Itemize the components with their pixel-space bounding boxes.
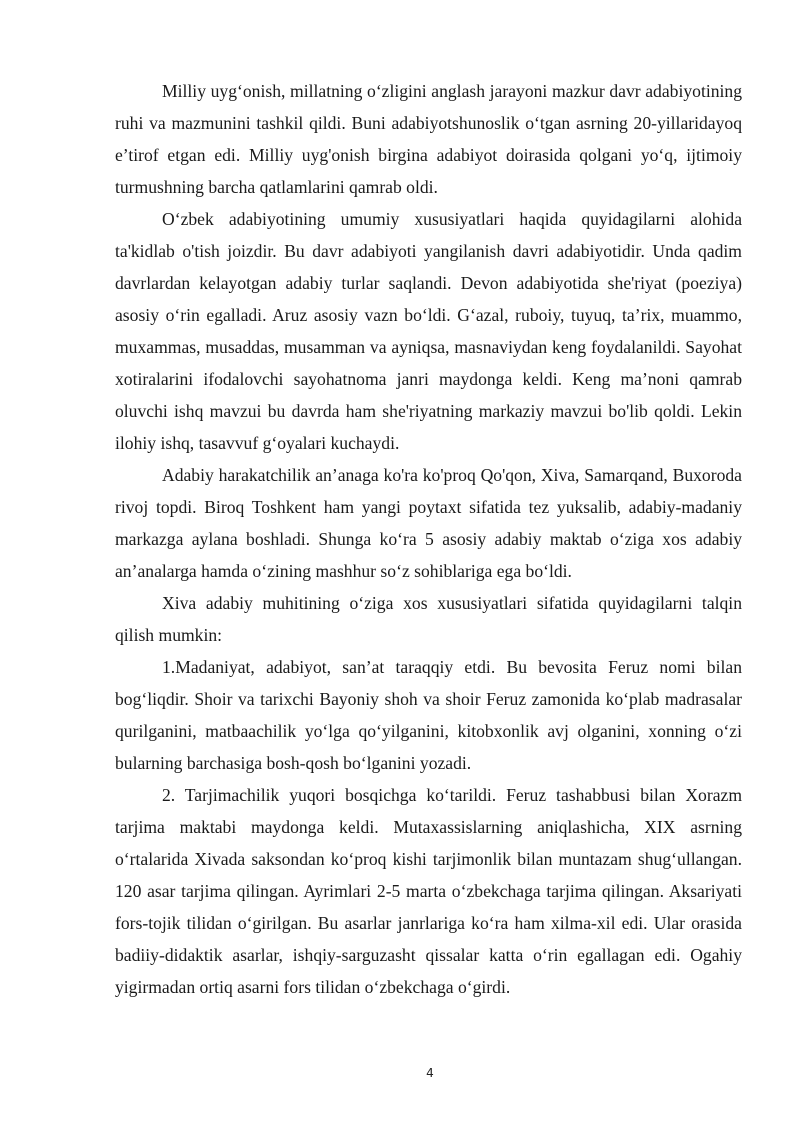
page-body	[115, 75, 742, 1003]
page-number: 4	[426, 1066, 434, 1080]
paragraph-milliy-uygonish: Milliy uyg‘onish, millatning o‘zligini anglash jarayoni mazkur davr adabiyotining ruhi va mazmunini tashkil qildi. Buni adabiyotshunoslik o‘tgan asrning 20-yillaridayoq e’tirof etgan edi. Milliy uyg'onish birgina adabiyot doirasida qolgani yo‘q, ijtimoiy turmushning barcha qatlamlarini qamrab oldi.	[115, 81, 742, 197]
paragraph-tarjimachilik: 2. Tarjimachilik yuqori bosqichga ko‘tarildi. Feruz tashabbusi bilan Xorazm tarjima maktabi maydonga keldi. Mutaxassislarning aniqlashicha, XIX asrning o‘rtalarida Xivada saksondan ko‘proq kishi tarjimonlik bilan muntazam shug‘ullangan. 120 asar tarjima qilingan. Ayrimlari 2-5 marta o‘zbekchaga tarjima qilingan. Aksariyati fors-tojik tilidan o‘girilgan. Bu asarlar janrlariga ko‘ra ham xilma-xil edi. Ular orasida badiiy-didaktik asarlar, ishqiy-sarguzasht qissalar katta o‘rin egallagan edi. Ogahiy yigirmadan ortiq asarni fors tilidan o‘zbekchaga o‘girdi.	[115, 785, 742, 997]
paragraph-xiva-muhiti: Xiva adabiy muhitining o‘ziga xos xususiyatlari sifatida quyidagilarni talqin qilish mumkin:	[115, 593, 742, 645]
paragraph-madaniyat: 1.Madaniyat, adabiyot, san’at taraqqiy etdi. Bu bevosita Feruz nomi bilan bog‘liqdir. Shoir va tarixchi Bayoniy shoh va shoir Feruz zamonida ko‘plab madrasalar qurilganini, matbaachilik yo‘lga qo‘yilganini, kitobxonlik avj olganini, xonning o‘zi bularning barchasiga bosh-qosh bo‘lganini yozadi.	[115, 657, 742, 773]
paragraph-adabiy-harakatchilik: Adabiy harakatchilik an’anaga ko'ra ko'proq Qo'qon, Xiva, Samarqand, Buxoroda rivoj topdi. Biroq Toshkent ham yangi poytaxt sifatida tez yuksalib, adabiy-madaniy markazga aylana boshladi. Shunga ko‘ra 5 asosiy adabiy maktab o‘ziga xos adabiy an’analarga hamda o‘zining mashhur so‘z sohiblariga ega bo‘ldi.	[115, 465, 742, 581]
paragraph-ozbek-adabiyoti: O‘zbek adabiyotining umumiy xususiyatlari haqida quyidagilarni alohida ta'kidlab o'tish joizdir. Bu davr adabiyoti yangilanish davri adabiyotidir. Unda qadim davrlardan kelayotgan adabiy turlar saqlandi. Devon adabiyotida she'riyat (poeziya) asosiy o‘rin egalladi. Aruz asosiy vazn bo‘ldi. G‘azal, ruboiy, tuyuq, ta’rix, muammo, muxammas, musaddas, musamman va ayniqsa, masnaviydan keng foydalanildi. Sayohat xotiralarini ifodalovchi sayohatnoma janri maydonga keldi. Keng ma’noni qamrab oluvchi ishq mavzui bu davrda ham she'riyatning markaziy mavzui bo'lib qoldi. Lekin ilohiy ishq, tasavvuf g‘oyalari kuchaydi.	[115, 209, 742, 453]
